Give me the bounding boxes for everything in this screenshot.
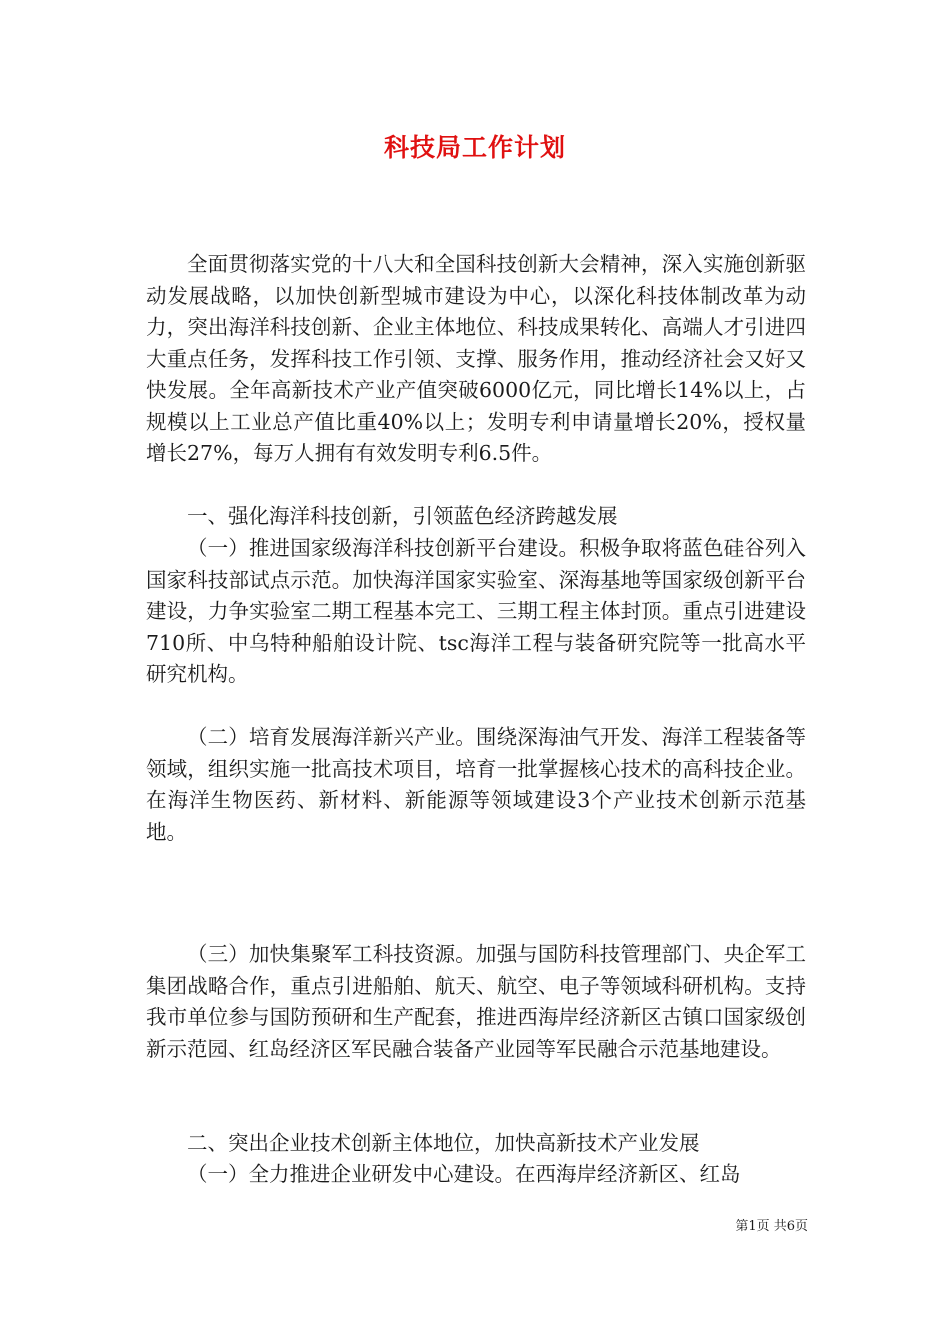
subsection-2-1: （一）全力推进企业研发中心建设。在西海岸经济新区、红岛 — [187, 1162, 741, 1186]
subsection-1-1: （一）推进国家级海洋科技创新平台建设。积极争取将蓝色硅谷列入国家科技部试点示范。加快海洋国家实验室、深海基地等国家级创新平台建设，力争实验室二期工程基本完工、三期工程主体封顶。重点引进建设710所、中乌特种船舶设计院、tsc海洋工程与装备研究院等一批高水平研究机构。 — [146, 536, 806, 686]
page-number: 第1页 共6页 — [735, 1219, 808, 1234]
section-heading-2: 二、突出企业技术创新主体地位，加快高新技术产业发展 — [187, 1131, 700, 1155]
document-title: 科技局工作计划 — [383, 133, 566, 162]
subsection-1-3: （三）加快集聚军工科技资源。加强与国防科技管理部门、央企军工集团战略合作，重点引进船舶、航天、航空、电子等领域科研机构。支持我市单位参与国防预研和生产配套，推进西海岸经济新区古镇口国家级创新示范园、红岛经济区军民融合装备产业园等军民融合示范基地建设。 — [146, 942, 806, 1061]
subsection-1-2: （二）培育发展海洋新兴产业。围绕深海油气开发、海洋工程装备等领域，组织实施一批高技术项目，培育一批掌握核心技术的高科技企业。在海洋生物医药、新材料、新能源等领域建设3个产业技术创新示范基地。 — [146, 725, 806, 844]
section-heading-1: 一、强化海洋科技创新，引领蓝色经济跨越发展 — [187, 504, 618, 528]
intro-paragraph: 全面贯彻落实党的十八大和全国科技创新大会精神，深入实施创新驱动发展战略，以加快创新型城市建设为中心，以深化科技体制改革为动力，突出海洋科技创新、企业主体地位、科技成果转化、高端人才引进四大重点任务，发挥科技工作引领、支撑、服务作用，推动经济社会又好又快发展。全年高新技术产业产值突破6000亿元，同比增长14%以上，占规模以上工业总产值比重40%以上；发明专利申请量增长20%，授权量增长27%，每万人拥有有效发明专利6.5件。 — [146, 252, 806, 465]
